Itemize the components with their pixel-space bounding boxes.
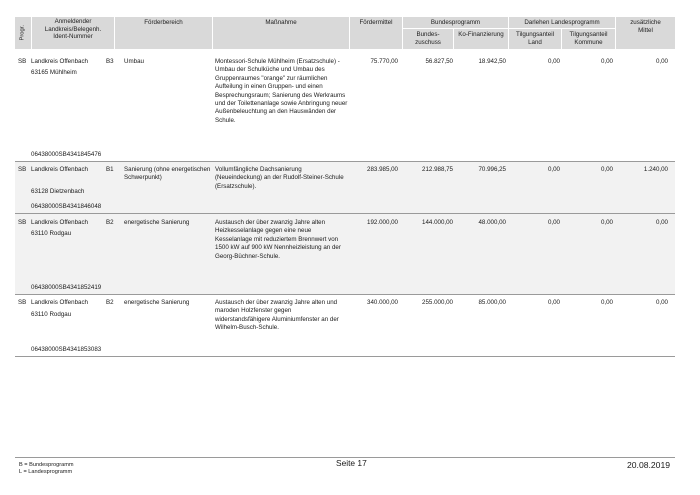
header-foerdermittel-label: Fördermittel [359, 19, 393, 26]
row-tilg-land: 0,00 [547, 58, 560, 65]
row-massnahme: Austausch der über zwanzig Jahre alten Heizkesselanlage gegen eine neue Kesselanlage mit reduziertem Brennwert von 1500 kW auf 900 kW Nennheizleistung an der Georg-Büchner-Schule. [215, 219, 341, 260]
row-bereich: Sanierung (ohne energetischen Schwerpunkt) [124, 166, 211, 182]
row-ident: 06438000SB4341852419 [31, 284, 102, 291]
row-code: B2 [106, 299, 114, 306]
row-foerdermittel: 283.985,00 [367, 166, 398, 173]
header-massnahme [213, 17, 349, 49]
header-massnahme-label: Maßnahme [265, 19, 297, 26]
header-tilg-kom [562, 29, 615, 49]
row-kreis: Landkreis Offenbach [31, 299, 88, 306]
row-progr: SB [18, 219, 27, 226]
row-code: B2 [106, 219, 114, 226]
row-progr: SB [18, 58, 27, 65]
header-progr-cell [15, 17, 31, 49]
header-bund-label: Bundesprogramm [430, 19, 481, 26]
header-bereich-label: Förderbereich [144, 19, 183, 26]
header-zus-line2: Mittel [638, 26, 653, 34]
row-zus: 1.240,00 [643, 166, 668, 173]
row-kofin: 18.942,50 [478, 58, 506, 65]
row-foerdermittel: 75.770,00 [370, 58, 398, 65]
row-zus: 0,00 [655, 58, 668, 65]
row-kreis: Landkreis Offenbach [31, 166, 88, 173]
header-darlehen-label: Darlehen Landesprogramm [524, 19, 600, 26]
header-kreis-line1: Anmeldender [54, 18, 92, 25]
page-number: Seite 17 [336, 458, 367, 468]
row-code: B3 [106, 58, 114, 65]
header-zus-line1: zusätzliche [630, 19, 661, 26]
row-massnahme: Vollumfängliche Dachsanierung (Neueindeckung) an der Rudolf-Steiner-Schule (Ersatzschule). [215, 166, 344, 190]
print-date: 20.08.2019 [627, 460, 671, 470]
row-bereich: energetische Sanierung [124, 299, 190, 306]
row-zuschuss: 212.988,75 [422, 166, 453, 173]
header-kreis-line3: Ident-Nummer [53, 33, 93, 40]
row-zuschuss: 255.000,00 [422, 299, 453, 306]
header-progr: Progr. [19, 25, 26, 41]
header-zuschuss [403, 29, 453, 49]
header-tilg-land-line1: Tilgungsanteil [516, 31, 554, 38]
row-massnahme: Montessori-Schule Mühlheim (Ersatzschule) - Umbau der Schulküche und Umbau des Gruppenraumes "orange" zur räumlichen Aufteilung in einen Gruppen- und einen Besprechungsraum; Sanierung des Werkraums und der Toilettenanlage sowie Anbringung neuer Außenbeleuchtung an den Hauswänden der Schule. [215, 58, 348, 124]
header-tilg-kom-line2: Kommune [574, 38, 603, 46]
row-kofin: 70.996,25 [478, 166, 506, 173]
row-massnahme: Austausch der über zwanzig Jahre alten und maroden Holzfenster gegen widerstandsfähigere Aluminiumfenster an der Wilhelm-Busch-Schule. [215, 299, 339, 332]
header-kreis-line2: Landkreis/Belegenh. [44, 25, 102, 33]
header-tilg-land-line2: Land [528, 38, 542, 46]
header-tilg-land [509, 29, 561, 49]
row-ident: 06438000SB4341853083 [31, 346, 102, 353]
row-zuschuss: 144.000,00 [422, 219, 453, 226]
header-kofin-label: Ko-Finanzierung [458, 31, 504, 38]
header-bereich [115, 17, 212, 49]
footer-legend-b: B = Bundesprogramm [19, 462, 74, 468]
row-bereich: energetische Sanierung [124, 219, 190, 226]
row-bereich: Umbau [124, 58, 144, 65]
row-zus: 0,00 [655, 219, 668, 226]
row-foerdermittel: 192.000,00 [367, 219, 398, 226]
row-progr: SB [18, 166, 27, 173]
header-foerdermittel [350, 17, 402, 49]
row-tilg-kom: 0,00 [600, 299, 613, 306]
row-foerdermittel: 340.000,00 [367, 299, 398, 306]
header-kofin [454, 29, 508, 49]
row-tilg-kom: 0,00 [600, 219, 613, 226]
row-ident: 06438000SB4341846048 [31, 203, 102, 210]
row-ort: 63110 Rodgau [31, 230, 72, 237]
row-tilg-kom: 0,00 [600, 58, 613, 65]
row-kofin: 48.000,00 [478, 219, 506, 226]
header-zuschuss-line1: Bundes- [416, 31, 440, 38]
row-progr: SB [18, 299, 27, 306]
header-tilg-kom-line1: Tilgungsanteil [569, 31, 608, 38]
header-zuschuss-line2: zuschuss [415, 38, 441, 46]
row-ident: 06438000SB4341845476 [31, 151, 102, 158]
header-zus [616, 17, 675, 49]
row-tilg-land: 0,00 [547, 299, 560, 306]
header-kreis [32, 17, 114, 49]
header-bund [403, 17, 508, 28]
row-code: B1 [106, 166, 114, 173]
row-zuschuss: 56.827,50 [425, 58, 453, 65]
row-zus: 0,00 [655, 299, 668, 306]
header-darlehen [509, 17, 615, 28]
row-kreis: Landkreis Offenbach [31, 58, 88, 65]
row-divider [15, 356, 675, 357]
row-tilg-land: 0,00 [547, 166, 560, 173]
row-kofin: 85.000,00 [478, 299, 506, 306]
row-ort: 63165 Mühlheim [31, 69, 77, 76]
row-ort: 63128 Dietzenbach [31, 188, 85, 195]
footer-legend-l: L = Landesprogramm [19, 469, 73, 475]
row-ort: 63110 Rodgau [31, 311, 72, 318]
row-tilg-land: 0,00 [547, 219, 560, 226]
row-tilg-kom: 0,00 [600, 166, 613, 173]
row-kreis: Landkreis Offenbach [31, 219, 88, 226]
